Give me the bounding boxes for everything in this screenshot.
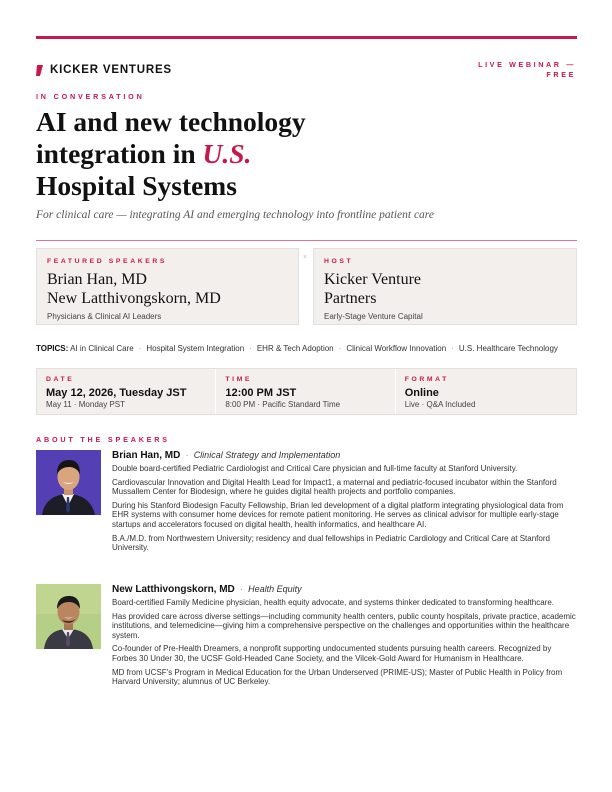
topic-item: U.S. Healthcare Technology xyxy=(458,344,558,353)
topics-label: TOPICS: xyxy=(36,344,69,353)
collaboration-separator: × xyxy=(303,254,308,261)
featured-speakers-card xyxy=(36,248,299,325)
speaker-heading: New Latthivongskorn, MD · Health Equity xyxy=(112,584,302,595)
host-label: HOST xyxy=(324,258,354,265)
host-name-line-1: Kicker Venture xyxy=(324,271,421,288)
topic-separator: · xyxy=(249,344,252,353)
featured-speaker-2: New Latthivongskorn, MD xyxy=(47,290,221,307)
topic-separator: · xyxy=(338,344,342,353)
live-webinar-tag: LIVE WEBINAR — FREE xyxy=(478,60,576,79)
speaker-name: Brian Han, MD xyxy=(112,450,181,461)
format-cell xyxy=(396,369,576,414)
speaker-bio-text xyxy=(112,584,577,691)
date-value: May 12, 2026, Tuesday JST xyxy=(46,387,187,399)
topic-item: AI in Clinical Care xyxy=(70,344,134,353)
eyebrow-label: IN CONVERSATION xyxy=(36,92,145,101)
subtitle: For clinical care — integrating AI and emerging technology into frontline patient care xyxy=(36,209,434,221)
bio-paragraph: MD from UCSF's Program in Medical Education for the Urban Underserved (PRIME-US); Master of Public Health in Policy from Harvard University; alumnus of UC Berkeley. xyxy=(112,667,563,687)
bio-paragraph: Cardiovascular Innovation and Digital Health Lead for Impact1, a maternal and pediatric-focused incubator within the Stanford Mussallem Center for Biodesign, where he guides digital health projects and portfolio companies. xyxy=(112,477,557,497)
host-name xyxy=(324,270,566,308)
speaker-name: New Latthivongskorn, MD xyxy=(112,584,235,595)
speaker-photo xyxy=(36,584,101,649)
speaker-bio-text xyxy=(112,450,577,557)
date-cell xyxy=(37,369,216,414)
title-line-2: integration in xyxy=(36,138,203,169)
host-name-line-2: Partners xyxy=(324,290,377,307)
topic-item: Clinical Workflow Innovation xyxy=(346,344,447,353)
featured-speakers-sub: Physicians & Clinical AI Leaders xyxy=(47,312,162,321)
speaker-role: Health Equity xyxy=(248,584,302,594)
chevron-mark-icon xyxy=(36,65,45,76)
time-cell xyxy=(216,369,395,414)
topic-item: Hospital System Integration xyxy=(146,344,245,353)
topic-item: EHR & Tech Adoption xyxy=(256,344,334,353)
date-sub: May 11 · Monday PST xyxy=(46,400,125,409)
title-emphasis: U.S. xyxy=(202,138,252,169)
time-sub: 8:00 PM · Pacific Standard Time xyxy=(225,400,341,409)
bio-paragraph: During his Stanford Biodesign Faculty Fellowship, Brian led development of a digital platform integrating physiological data from EHR systems with consumer home devices for remote patient monitoring. He serves as clinical advisor for multiple early-stage startups and accelerators focused on digital health, health informatics, and healthcare AI. xyxy=(112,500,564,529)
bio-paragraph: Has provided care across diverse settings—including community health centers, public county hospitals, private practice, academic institutions, and telemedicine—giving him a comprehensive perspective on the challenges and opportunities within the healthcare system. xyxy=(112,611,576,640)
topics-line xyxy=(36,344,581,354)
speaker-photo xyxy=(36,450,101,515)
about-speakers-label: ABOUT THE SPEAKERS xyxy=(36,435,170,444)
title-line-3: Hospital Systems xyxy=(36,170,237,201)
topic-separator: · xyxy=(138,344,142,353)
top-accent-rule xyxy=(36,36,577,39)
date-label: DATE xyxy=(46,376,75,383)
title-line-1: AI and new technology xyxy=(36,106,306,137)
time-label: TIME xyxy=(225,376,252,383)
bio-paragraph: Co-founder of Pre-Health Dreamers, a nonprofit supporting undocumented students pursuing health careers. Recognized by Forbes 30 Under 30, the UCSF Gold-Headed Cane Society, and the Vilcek-Gold Award for Humanism in Healthcare. xyxy=(112,644,552,663)
host-card xyxy=(313,248,577,325)
page-title xyxy=(36,106,476,202)
topic-separator: · xyxy=(451,344,454,353)
host-sub: Early-Stage Venture Capital xyxy=(324,312,423,321)
featured-speaker-names xyxy=(47,270,288,308)
brand-logo xyxy=(36,64,172,76)
featured-speaker-1: Brian Han, MD xyxy=(47,271,147,288)
speaker-heading: Brian Han, MD · Clinical Strategy and Implementation xyxy=(112,450,341,461)
format-label: FORMAT xyxy=(404,376,449,383)
bio-paragraph: Board-certified Family Medicine physician, health equity advocate, and systems thinker dedicated to transforming healthcare. xyxy=(112,598,555,607)
time-value: 12:00 PM JST xyxy=(225,387,297,399)
event-info-bar xyxy=(36,368,577,415)
format-sub: Live · Q&A Included xyxy=(404,400,476,409)
bio-paragraph: Double board-certified Pediatric Cardiologist and Critical Care physician and full-time faculty at Stanford University. xyxy=(112,464,518,473)
format-value: Online xyxy=(404,387,439,399)
section-divider xyxy=(36,240,577,241)
speaker-role: Clinical Strategy and Implementation xyxy=(193,450,341,460)
featured-speakers-label: FEATURED SPEAKERS xyxy=(47,258,167,265)
bio-paragraph: B.A./M.D. from Northwestern University; residency and dual fellowships in Pediatric Cardiology and Critical Care at Stanford University. xyxy=(112,533,550,553)
brand-name: KICKER VENTURES xyxy=(50,64,172,76)
